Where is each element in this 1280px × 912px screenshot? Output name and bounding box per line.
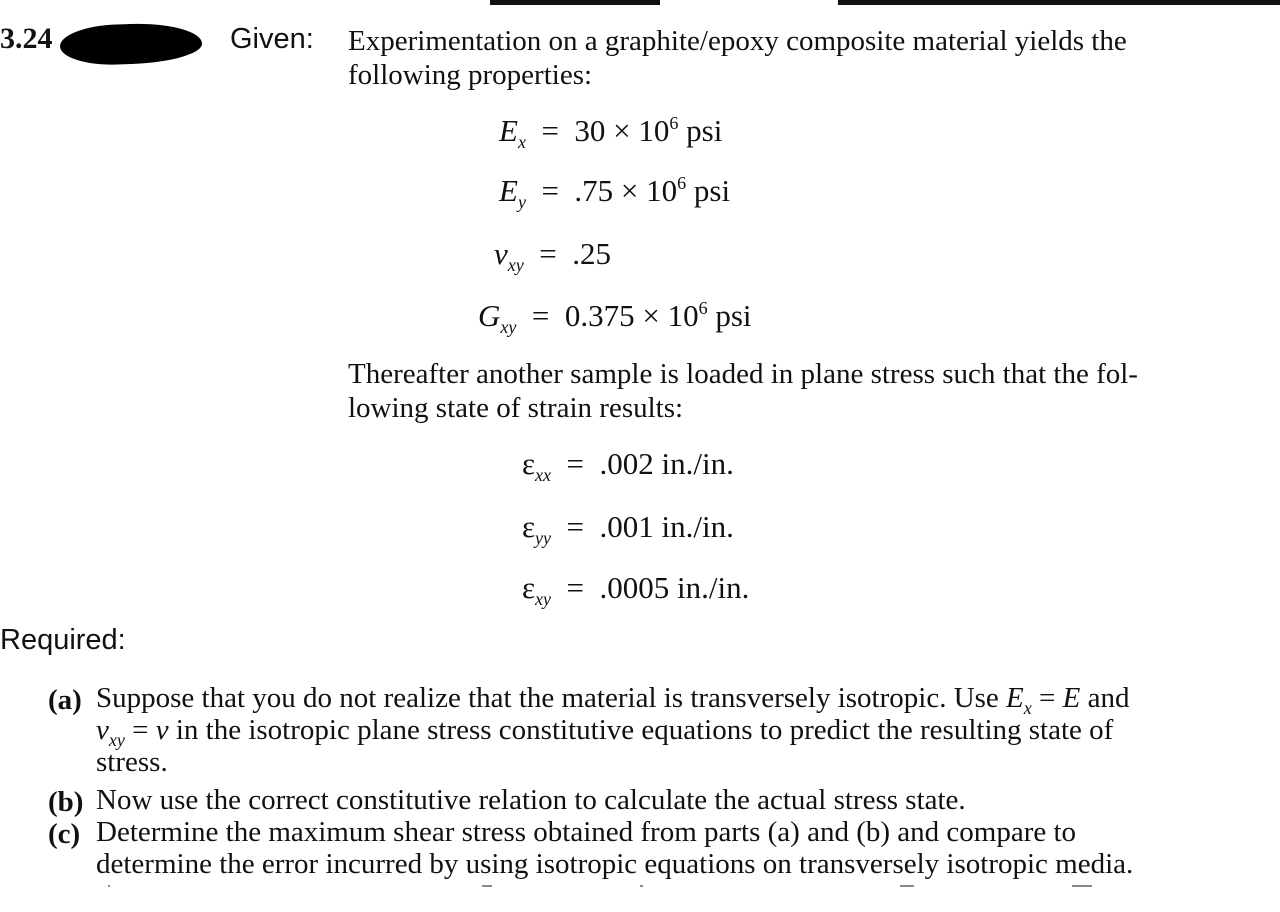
item-c-line-2: determine the error incurred by using isotropic equations on transversely isotropic media. — [96, 848, 1134, 880]
scan-speck — [482, 885, 492, 887]
top-rule-left — [490, 0, 660, 5]
intro-line-1: Experimentation on a graphite/epoxy composite material yields the — [348, 25, 1127, 57]
strain-yy: $\varepsilon_{yy} = .001$ in./in. — [522, 509, 734, 548]
required-label: Required: — [0, 624, 126, 656]
scan-speck — [640, 885, 643, 887]
problem-number: 3.24 — [0, 22, 53, 55]
property-nuxy: $\nu_{xy} = .25$ — [494, 236, 611, 275]
scan-speck — [900, 885, 914, 887]
property-ey: $E_y = .75 \times 10^6$ psi — [499, 173, 731, 212]
scan-speck — [1072, 885, 1092, 887]
item-a-line-2: $\nu_{xy} = \nu$ in the isotropic plane stress constitutive equations to predict the resulting state of — [96, 714, 1114, 750]
property-ex: $E_x = 30 \times 10^6$ psi — [499, 113, 723, 152]
item-a-line-1: Suppose that you do not realize that the material is transversely isotropic. Use $E_x = E$ and — [96, 682, 1130, 718]
intro-line-2: following properties: — [348, 59, 593, 91]
load-line-1: Thereafter another sample is loaded in plane stress such that the fol- — [348, 358, 1138, 390]
item-a-label: (a) — [48, 684, 82, 716]
given-label: Given: — [230, 23, 314, 55]
item-c-line-1: Determine the maximum shear stress obtained from parts (a) and (b) and compare to — [96, 816, 1077, 848]
item-b-line-1: Now use the correct constitutive relation to calculate the actual stress state. — [96, 784, 966, 816]
top-rule-right — [838, 0, 1280, 5]
item-a-line-3: stress. — [96, 746, 168, 778]
property-gxy: $G_{xy} = 0.375 \times 10^6$ psi — [478, 298, 752, 337]
item-c-label: (c) — [48, 818, 81, 850]
strain-xy: $\varepsilon_{xy} = .0005$ in./in. — [522, 570, 750, 609]
load-line-2: lowing state of strain results: — [348, 392, 684, 424]
redaction-mark — [59, 22, 202, 67]
strain-xx: $\varepsilon_{xx} = .002$ in./in. — [522, 446, 734, 485]
item-b-label: (b) — [48, 786, 84, 818]
scan-speck — [108, 885, 110, 887]
